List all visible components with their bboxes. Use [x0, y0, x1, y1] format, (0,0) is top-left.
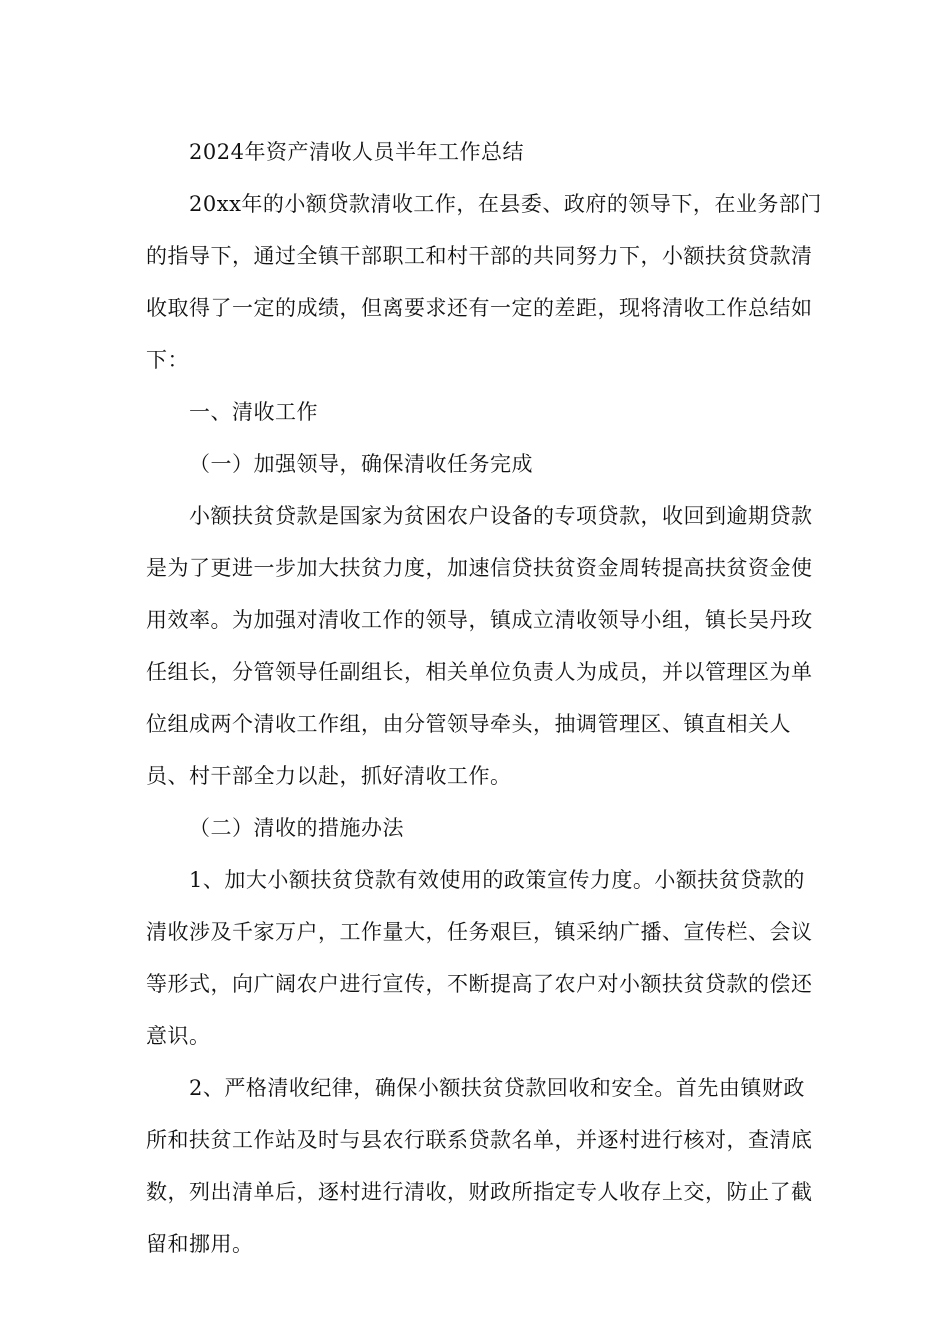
measure-item-2: 2、严格清收纪律，确保小额扶贫贷款回收和安全。首先由镇财政所和扶贫工作站及时与县农行联系贷款名单，并逐村进行核对，查清底数，列出清单后，逐村进行清收，财政所指定专人收存上交，防止了截留和挪用。	[146, 1076, 813, 1256]
subsection-heading-1: （一）加强领导，确保清收任务完成	[189, 452, 533, 476]
subsection-1-paragraph: 小额扶贫贷款是国家为贫困农户设备的专项贷款，收回到逾期贷款是为了更进一步加大扶贫力度，加速信贷扶贫资金周转提高扶贫资金使用效率。为加强对清收工作的领导，镇成立清收领导小组，镇长吴丹玫任组长，分管领导任副组长，相关单位负责人为成员，并以管理区为单位组成两个清收工作组，由分管领导牵头，抽调管理区、镇直相关人员、村干部全力以赴，抓好清收工作。	[146, 504, 813, 788]
section-heading: 一、清收工作	[189, 400, 318, 424]
subsection-heading-2: （二）清收的措施办法	[189, 816, 404, 840]
measure-item-1: 1、加大小额扶贫贷款有效使用的政策宣传力度。小额扶贫贷款的清收涉及千家万户，工作量大，任务艰巨，镇采纳广播、宣传栏、会议等形式，向广阔农户进行宣传，不断提高了农户对小额扶贫贷款的偿还意识。	[146, 868, 813, 1048]
document-body	[146, 126, 826, 1270]
intro-paragraph: 20xx年的小额贷款清收工作，在县委、政府的领导下，在业务部门的指导下，通过全镇干部职工和村干部的共同努力下，小额扶贫贷款清收取得了一定的成绩，但离要求还有一定的差距，现将清收工作总结如下：	[146, 192, 822, 372]
document-title: 2024年资产清收人员半年工作总结	[189, 140, 524, 164]
